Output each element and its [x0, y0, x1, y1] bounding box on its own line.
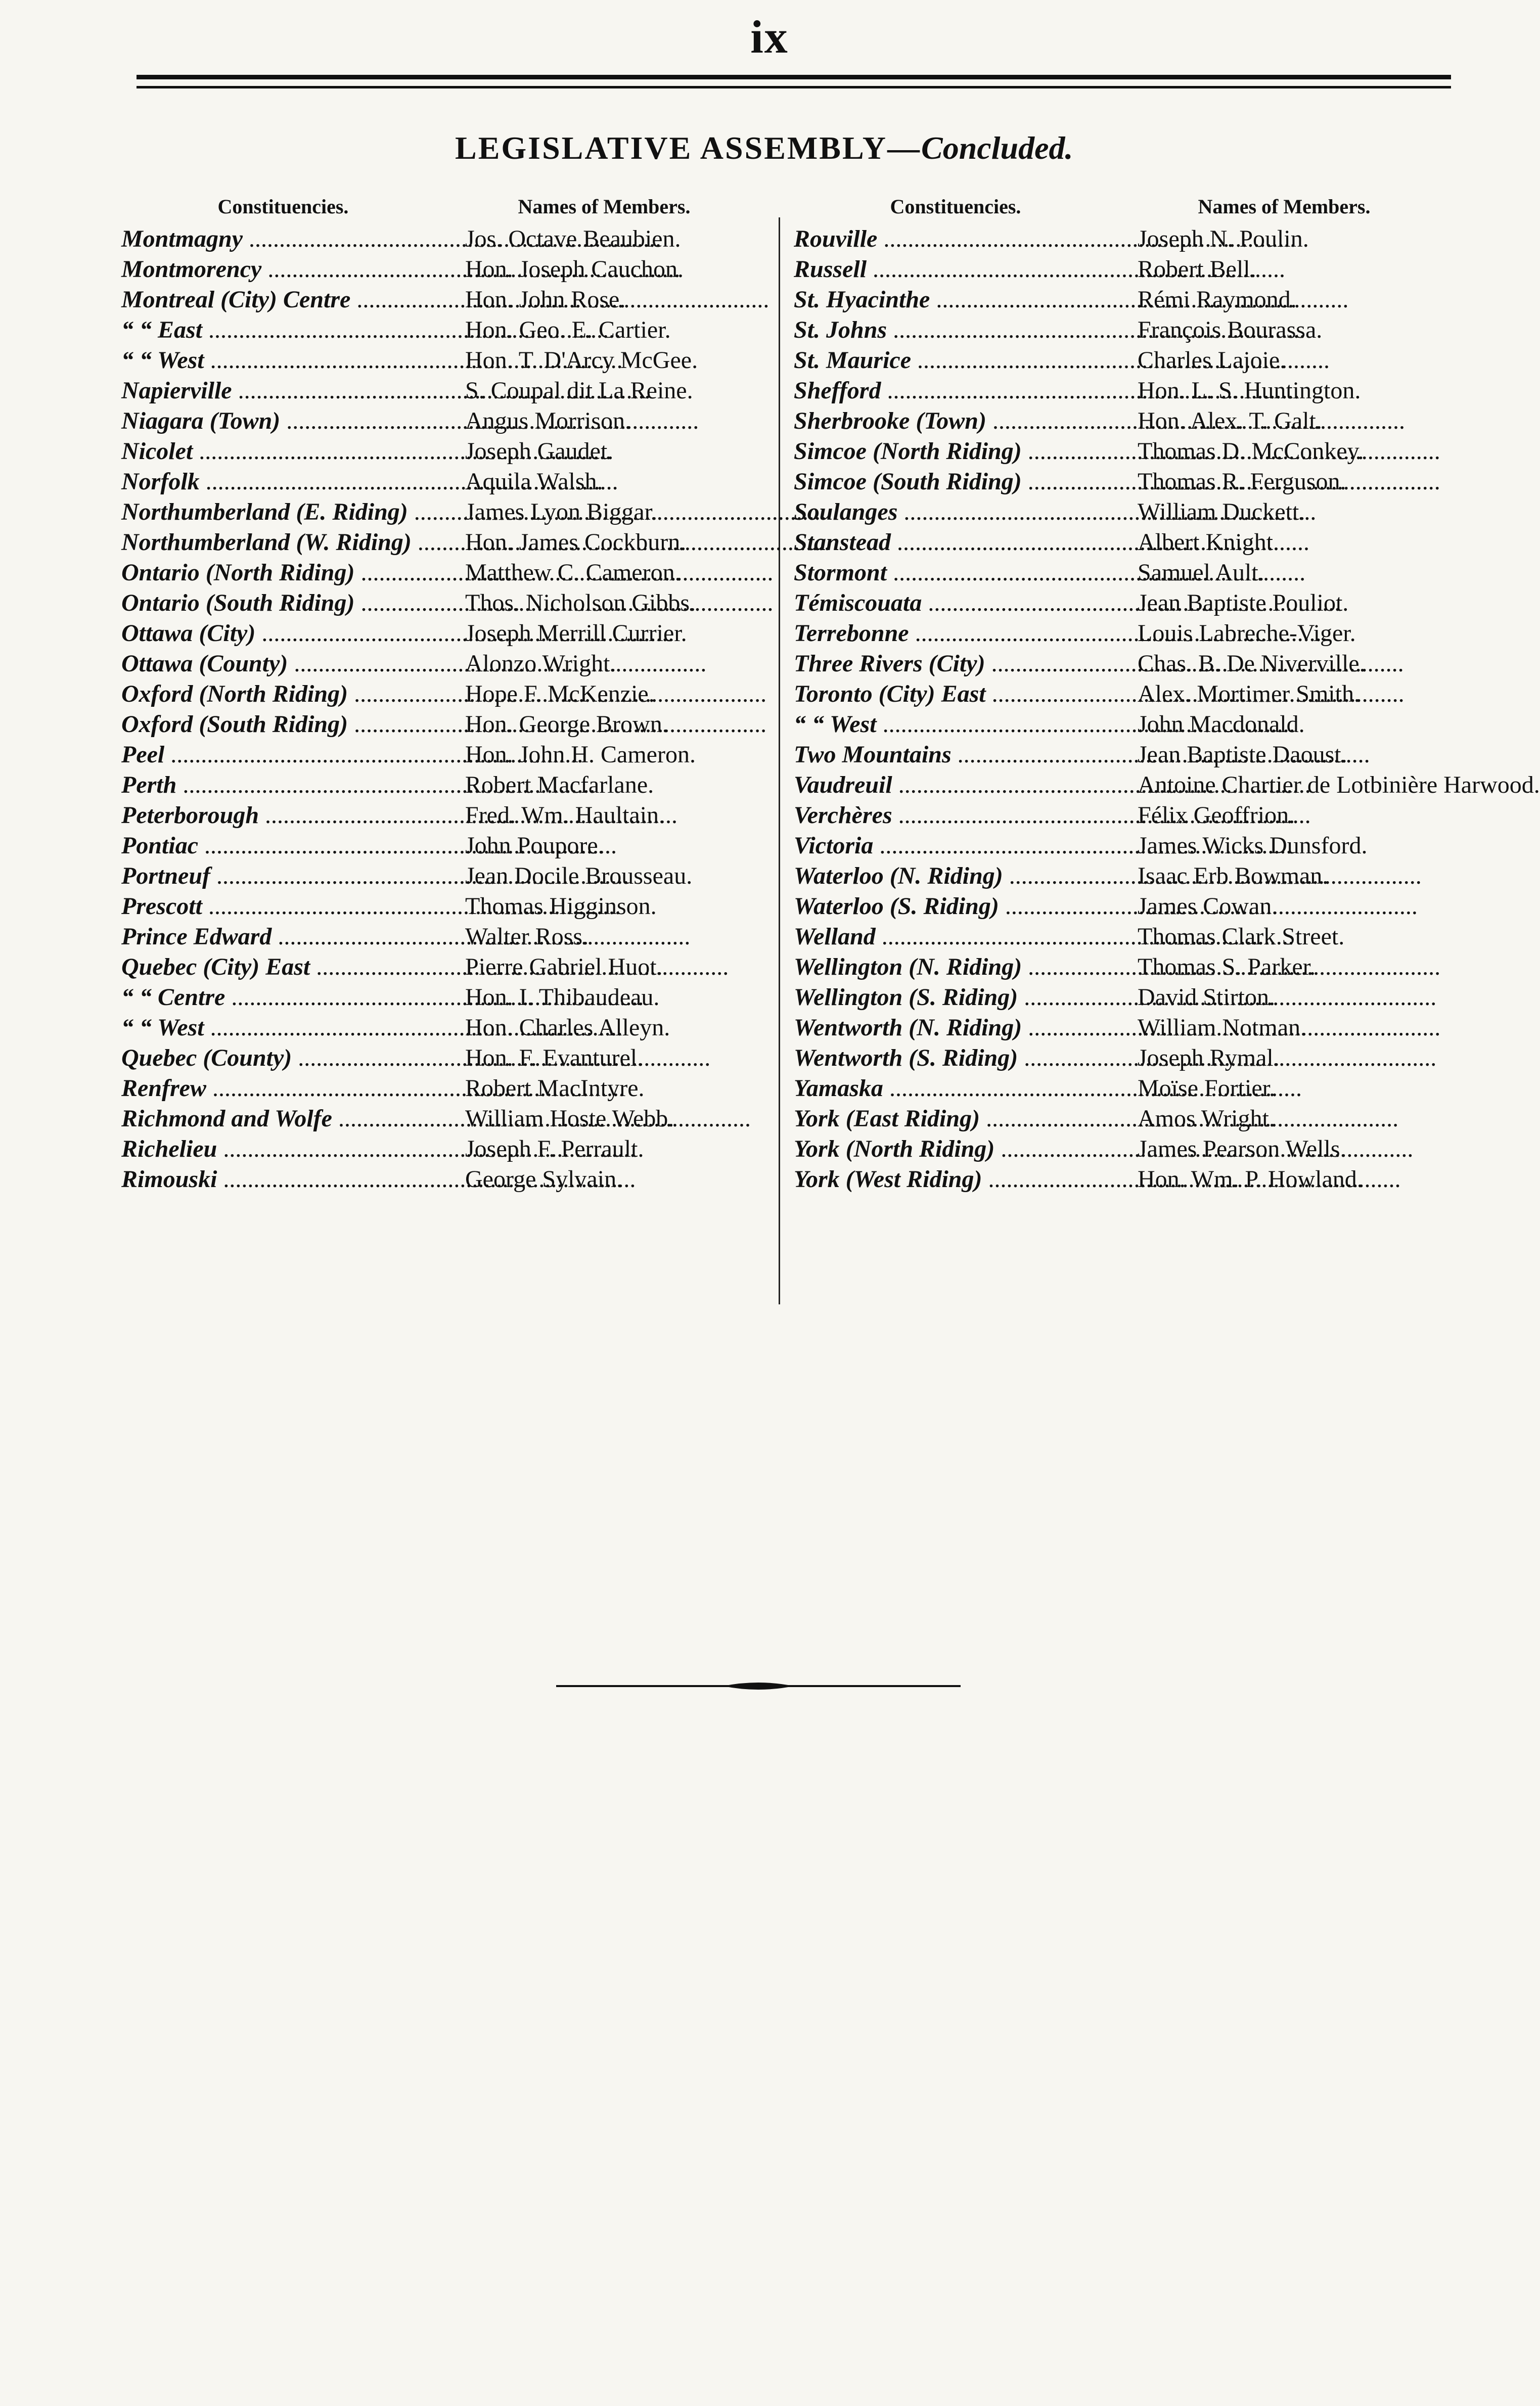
- table-row: [794, 1074, 1451, 1105]
- member-name: Jos. Octave Beaubien.: [465, 225, 681, 252]
- member-name: Matthew C. Cameron.: [465, 559, 681, 586]
- constituency-name: Verchères .....: [794, 801, 1138, 829]
- constituency-name: St. Johns .....: [794, 316, 1138, 344]
- constituency-name: Three Rivers (City) .....: [794, 650, 1138, 677]
- members-header: Names of Members.: [1198, 195, 1371, 218]
- member-name: Aquila Walsh.: [465, 468, 603, 495]
- member-name: William Notman.: [1138, 1014, 1307, 1041]
- member-name: William Duckett.: [1138, 498, 1305, 525]
- constituency-name: Quebec (City) East .....: [121, 953, 465, 981]
- table-row: [794, 437, 1451, 468]
- constituency-name: Sherbrooke (Town) .....: [794, 407, 1138, 435]
- constituency-name: Terrebonne .....: [794, 619, 1138, 647]
- title-main: LEGISLATIVE ASSEMBLY—: [455, 130, 921, 166]
- constituency-name: Montreal (City) Centre .....: [121, 286, 465, 313]
- member-name: Joseph Rymal.: [1138, 1045, 1280, 1071]
- member-name: Robert Macfarlane.: [465, 771, 654, 798]
- constituency-name: “ “ East .....: [121, 316, 465, 344]
- member-name: Thomas R. Ferguson.: [1138, 468, 1346, 495]
- table-row: [794, 923, 1451, 953]
- table-row: [121, 407, 763, 437]
- table-row: [121, 801, 763, 832]
- constituency-name: York (East Riding) .....: [794, 1105, 1138, 1132]
- member-name: William Hoste Webb.: [465, 1105, 674, 1132]
- table-row: [121, 710, 763, 741]
- member-name: Alex. Mortimer Smith.: [1138, 680, 1360, 707]
- table-row: [794, 1165, 1451, 1196]
- table-row: [121, 953, 763, 983]
- members-header: Names of Members.: [518, 195, 691, 218]
- table-row: [121, 983, 763, 1014]
- constituency-name: Prescott .....: [121, 892, 465, 920]
- member-name: Robert Bell.: [1138, 256, 1256, 283]
- table-row: [794, 983, 1451, 1014]
- constituency-name: Wentworth (S. Riding) .....: [794, 1044, 1138, 1072]
- member-name: Hon. I. Thibaudeau.: [465, 984, 660, 1011]
- table-row: [121, 346, 763, 377]
- constituency-name: Niagara (Town) .....: [121, 407, 465, 435]
- constituency-name: Stanstead .....: [794, 528, 1138, 556]
- constituency-name: Northumberland (W. Riding) .....: [121, 528, 465, 556]
- member-name: Walter Ross.: [465, 923, 589, 950]
- constituency-name: Oxford (North Riding) .....: [121, 680, 465, 708]
- member-name: George Sylvain.: [465, 1166, 623, 1193]
- member-name: John Macdonald.: [1138, 711, 1305, 738]
- right-rows: [794, 225, 1540, 1196]
- constituency-name: Victoria .....: [794, 832, 1138, 859]
- constituency-name: Montmorency .....: [121, 255, 465, 283]
- constituency-name: Norfolk .....: [121, 468, 465, 495]
- top-rule: [137, 75, 1451, 79]
- member-name: Félix Geoffrion.: [1138, 802, 1295, 829]
- table-row: [794, 407, 1451, 437]
- table-row: [121, 225, 763, 255]
- member-name: Hope F. McKenzie.: [465, 680, 655, 707]
- member-name: Hon. John Rose.: [465, 286, 626, 313]
- table-row: [121, 589, 763, 619]
- table-row: [121, 528, 763, 559]
- constituency-name: Shefford .....: [794, 377, 1138, 404]
- member-name: Thomas Clark Street.: [1138, 923, 1345, 950]
- member-name: James Wicks Dunsford.: [1138, 832, 1368, 859]
- member-name: Fred. Wm. Haultain.: [465, 802, 665, 829]
- constituency-name: “ “ West .....: [121, 346, 465, 374]
- table-row: [794, 377, 1451, 407]
- table-row: [794, 892, 1451, 923]
- constituency-name: York (North Riding) .....: [794, 1135, 1138, 1163]
- member-name: Jean Baptiste Daoust.: [1138, 741, 1347, 768]
- member-name: David Stirton.: [1138, 984, 1275, 1011]
- left-rows: [121, 225, 763, 1196]
- member-name: James Pearson Wells.: [1138, 1136, 1346, 1162]
- constituency-name: Waterloo (S. Riding) .....: [794, 892, 1138, 920]
- constituency-name: Welland .....: [794, 923, 1138, 950]
- constituency-name: Rouville .....: [794, 225, 1138, 253]
- table-row: [794, 953, 1451, 983]
- constituency-name: Rimouski .....: [121, 1165, 465, 1193]
- table-row: [121, 771, 763, 801]
- member-name: Joseph N. Poulin.: [1138, 225, 1309, 252]
- table-row: [794, 589, 1451, 619]
- constituency-name: Montmagny .....: [121, 225, 465, 253]
- table-row: [794, 1014, 1451, 1044]
- constituency-name: York (West Riding) .....: [794, 1165, 1138, 1193]
- member-name: François Bourassa.: [1138, 316, 1323, 343]
- table-row: [121, 1044, 763, 1074]
- member-name: Hon. T. D'Arcy McGee.: [465, 347, 698, 374]
- member-name: Louis Labreche-Viger.: [1138, 620, 1356, 647]
- table-row: [121, 1014, 763, 1044]
- constituency-name: Nicolet .....: [121, 437, 465, 465]
- title-continued: Concluded.: [921, 130, 1073, 166]
- member-name: James Lyon Biggar.: [465, 498, 657, 525]
- table-row: [794, 316, 1451, 346]
- table-row: [121, 498, 763, 528]
- member-name: Antoine Chartier de Lotbinière Harwood.: [1138, 771, 1540, 798]
- table-row: [794, 559, 1451, 589]
- member-name: Rémi Raymond.: [1138, 286, 1297, 313]
- table-row: [121, 1165, 763, 1196]
- constituency-name: Simcoe (North Riding) .....: [794, 437, 1138, 465]
- constituency-name: Ontario (South Riding) .....: [121, 589, 465, 617]
- member-name: Thomas S. Parker.: [1138, 954, 1316, 980]
- constituency-name: Russell .....: [794, 255, 1138, 283]
- member-name: Amos Wright.: [1138, 1105, 1275, 1132]
- constituency-name: Wellington (N. Riding) .....: [794, 953, 1138, 981]
- page-number: ix: [750, 11, 789, 63]
- right-column-header: [794, 195, 1451, 225]
- member-name: Thos. Nicholson Gibbs.: [465, 589, 696, 616]
- constituency-name: Yamaska .....: [794, 1074, 1138, 1102]
- table-row: [794, 680, 1451, 710]
- table-row: [121, 650, 763, 680]
- table-row: [121, 1074, 763, 1105]
- table-row: [121, 286, 763, 316]
- member-name: Thomas Higginson.: [465, 893, 657, 920]
- table-row: [794, 710, 1451, 741]
- member-name: Hon. F. Evanturel.: [465, 1045, 644, 1071]
- member-name: Samuel Ault.: [1138, 559, 1264, 586]
- table-row: [794, 255, 1451, 286]
- table-row: [794, 498, 1451, 528]
- member-name: Isaac Erb Bowman.: [1138, 862, 1329, 889]
- member-name: Joseph F. Perrault.: [465, 1136, 644, 1162]
- table-row: [121, 619, 763, 650]
- member-name: Albert Knight.: [1138, 529, 1279, 556]
- table-row: [121, 255, 763, 286]
- constituency-name: Richelieu .....: [121, 1135, 465, 1163]
- table-row: [794, 468, 1451, 498]
- table-row: [794, 1044, 1451, 1074]
- member-name: Pierre Gabriel Huot.: [465, 954, 663, 980]
- left-column-header: [121, 195, 763, 225]
- constituencies-header: Constituencies.: [217, 195, 349, 218]
- constituency-name: Perth .....: [121, 771, 465, 799]
- table-row: [794, 225, 1451, 255]
- member-name: James Cowan.: [1138, 893, 1278, 920]
- ornament-rule: [556, 1676, 961, 1696]
- table-row: [121, 680, 763, 710]
- constituency-name: Témiscouata .....: [794, 589, 1138, 617]
- member-name: John Poupore.: [465, 832, 604, 859]
- member-name: Jean Baptiste Pouliot.: [1138, 589, 1349, 616]
- constituency-name: Simcoe (South Riding) .....: [794, 468, 1138, 495]
- member-name: Joseph Gaudet.: [465, 438, 614, 465]
- constituency-name: Ottawa (County) .....: [121, 650, 465, 677]
- constituency-name: Richmond and Wolfe .....: [121, 1105, 465, 1132]
- constituency-name: Waterloo (N. Riding) .....: [794, 862, 1138, 890]
- table-row: [794, 1135, 1451, 1165]
- member-name: Hon. Joseph Cauchon.: [465, 256, 684, 283]
- member-name: Hon. Alex. T. Galt.: [1138, 407, 1322, 434]
- member-name: Hon. John H. Cameron.: [465, 741, 696, 768]
- column-divider: [779, 217, 780, 1304]
- member-name: Thomas D. McConkey.: [1138, 438, 1364, 465]
- constituency-name: Two Mountains .....: [794, 741, 1138, 768]
- member-name: Moïse Fortier.: [1138, 1075, 1275, 1102]
- constituency-name: Vaudreuil .....: [794, 771, 1138, 799]
- member-name: Angus Morrison.: [465, 407, 631, 434]
- member-name: Charles Lajoie.: [1138, 347, 1286, 374]
- table-row: [794, 1105, 1451, 1135]
- table-row: [121, 437, 763, 468]
- member-name: Hon. Charles Alleyn.: [465, 1014, 670, 1041]
- constituency-name: “ “ West .....: [794, 710, 1138, 738]
- constituency-name: Ontario (North Riding) .....: [121, 559, 465, 586]
- member-name: Joseph Merrill Currier.: [465, 620, 687, 647]
- constituency-name: St. Hyacinthe .....: [794, 286, 1138, 313]
- top-rule-thin: [137, 86, 1451, 88]
- table-row: [794, 832, 1451, 862]
- constituency-name: Northumberland (E. Riding) .....: [121, 498, 465, 526]
- member-name: Hon. Geo. E. Cartier.: [465, 316, 671, 343]
- right-column: [794, 195, 1540, 1196]
- table-row: [121, 468, 763, 498]
- member-name: Hon. Wm. P. Howland.: [1138, 1166, 1363, 1193]
- table-row: [121, 377, 763, 407]
- constituency-name: Wentworth (N. Riding) .....: [794, 1014, 1138, 1041]
- table-row: [121, 741, 763, 771]
- table-row: [794, 771, 1540, 801]
- constituency-name: Peterborough .....: [121, 801, 465, 829]
- constituency-name: Oxford (South Riding) .....: [121, 710, 465, 738]
- constituency-name: Stormont .....: [794, 559, 1138, 586]
- table-row: [121, 892, 763, 923]
- member-name: Alonzo Wright.: [465, 650, 616, 677]
- table-row: [794, 346, 1451, 377]
- member-name: S. Coupal dit La Reine.: [465, 377, 693, 404]
- table-row: [121, 559, 763, 589]
- constituencies-header: Constituencies.: [890, 195, 1021, 218]
- constituency-name: Wellington (S. Riding) .....: [794, 983, 1138, 1011]
- constituency-name: Quebec (County) .....: [121, 1044, 465, 1072]
- constituency-name: St. Maurice .....: [794, 346, 1138, 374]
- table-row: [121, 1105, 763, 1135]
- table-row: [121, 832, 763, 862]
- member-name: Chas. B. De Niverville.: [1138, 650, 1366, 677]
- constituency-name: Pontiac .....: [121, 832, 465, 859]
- constituency-name: Napierville .....: [121, 377, 465, 404]
- constituency-name: Peel .....: [121, 741, 465, 768]
- table-row: [794, 528, 1451, 559]
- table-row: [794, 286, 1451, 316]
- member-name: Hon. George Brown.: [465, 711, 668, 738]
- constituency-name: Toronto (City) East .....: [794, 680, 1138, 708]
- constituency-name: “ “ Centre .....: [121, 983, 465, 1011]
- table-row: [794, 801, 1451, 832]
- member-name: Hon. James Cockburn.: [465, 529, 687, 556]
- left-column: [121, 195, 763, 1196]
- member-name: Hon. L. S. Huntington.: [1138, 377, 1361, 404]
- table-row: [121, 1135, 763, 1165]
- constituency-name: Prince Edward .....: [121, 923, 465, 950]
- table-row: [794, 862, 1451, 892]
- table-row: [794, 650, 1451, 680]
- table-row: [121, 316, 763, 346]
- table-row: [794, 741, 1451, 771]
- page-title: [455, 129, 1163, 167]
- member-name: Jean Docile Brousseau.: [465, 862, 693, 889]
- constituency-name: Ottawa (City) .....: [121, 619, 465, 647]
- table-row: [794, 619, 1451, 650]
- constituency-name: “ “ West .....: [121, 1014, 465, 1041]
- constituency-name: Renfrew .....: [121, 1074, 465, 1102]
- table-row: [121, 862, 763, 892]
- constituency-name: Portneuf .....: [121, 862, 465, 890]
- constituency-name: Soulanges .....: [794, 498, 1138, 526]
- member-name: Robert MacIntyre.: [465, 1075, 645, 1102]
- table-row: [121, 923, 763, 953]
